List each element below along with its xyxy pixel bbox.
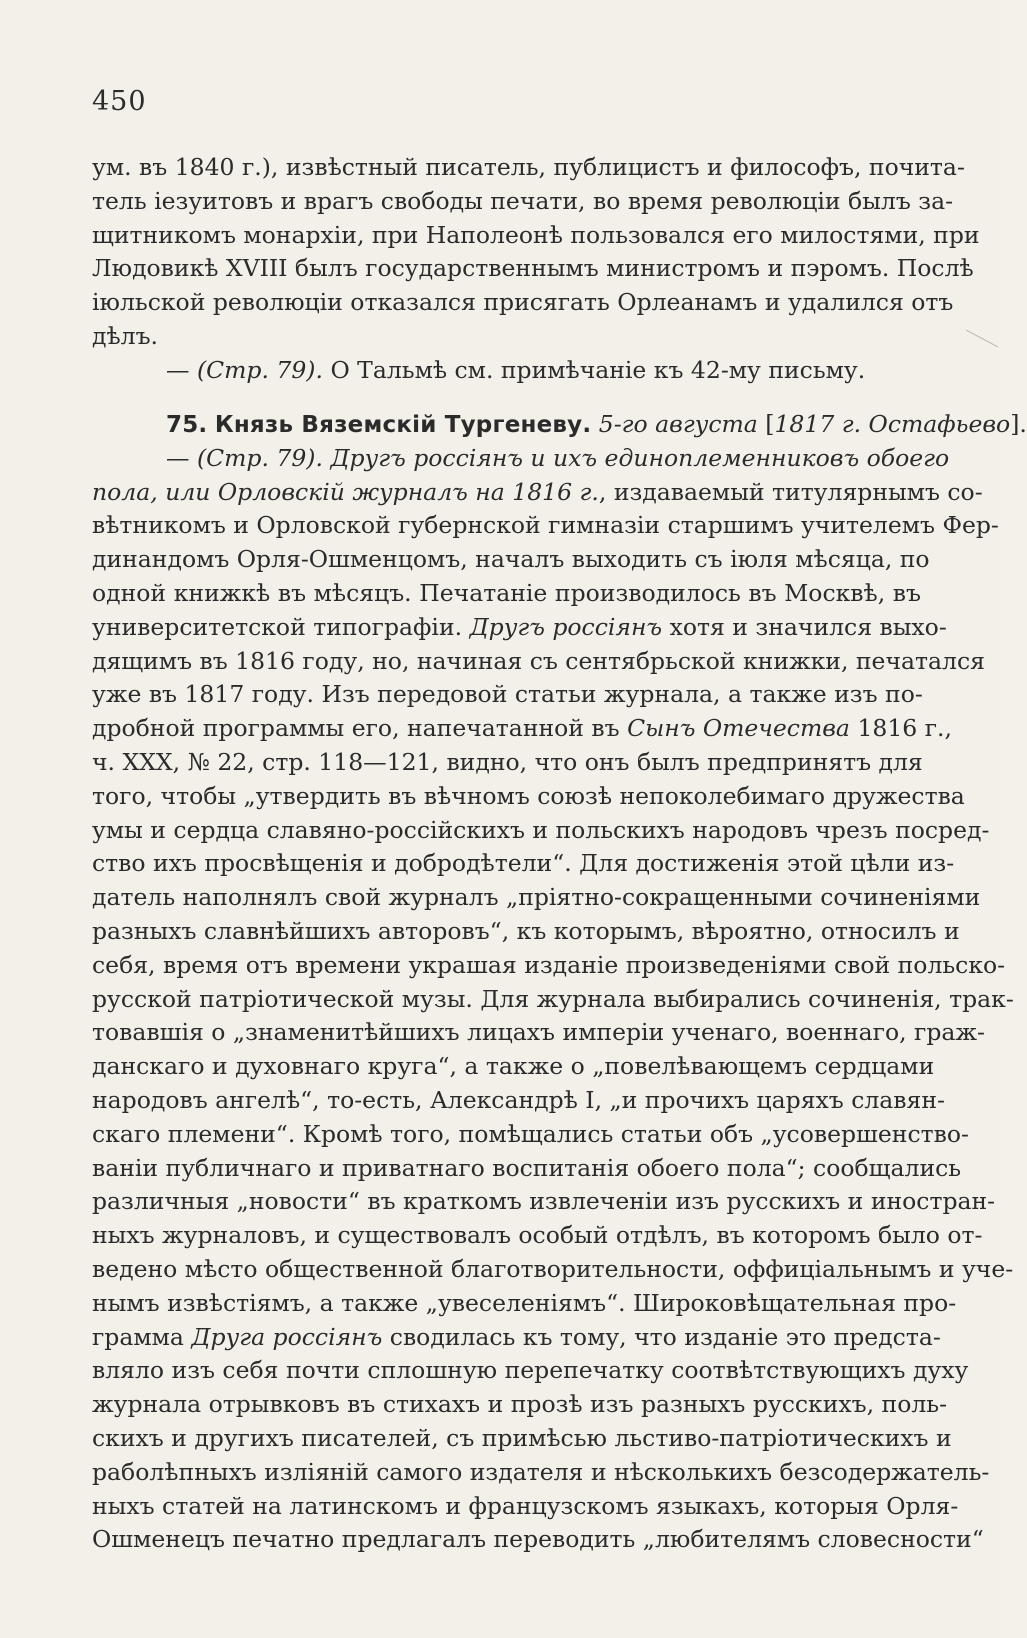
text-line: вляло изъ себя почти сплошную перепечатку соотвѣтствующихъ духу (92, 1356, 969, 1385)
text-line: данскаго и духовнаго круга“, а также о „повелѣвающемъ сердцами (92, 1052, 935, 1081)
journal-title: Друга россіянъ (191, 1322, 383, 1351)
reference-text: О Тальмѣ см. примѣчаніе къ 42-му письму. (330, 355, 866, 384)
text-line (92, 611, 947, 645)
text-line: ныхъ журналовъ, и существовалъ особый отдѣлъ, въ которомъ было от- (92, 1221, 983, 1250)
text-line (92, 712, 952, 746)
text-line: дящимъ въ 1816 году, но, начиная съ сентябрьской книжки, печатался (92, 646, 985, 675)
reference-line (92, 354, 921, 388)
dash: — (166, 443, 190, 472)
text-line: русской патріотической музы. Для журнала выбирались сочиненія, трак- (92, 984, 1014, 1013)
text-line: умы и сердца славяно-россійскихъ и польскихъ народовъ чрезъ посред- (92, 815, 990, 844)
text-line (92, 476, 983, 510)
page-number: 450 (92, 86, 147, 117)
paragraph-continuation (92, 151, 980, 388)
text-line: Ошменецъ печатно предлагалъ переводить „любителямъ словесности“ (92, 1525, 984, 1554)
text-line: щитникомъ монархіи, при Наполеонѣ пользовался его милостями, при (92, 220, 980, 249)
text-line (92, 442, 950, 476)
text-line: себя, время отъ времени украшая изданіе произведеніями свой польско- (92, 950, 1006, 979)
text-line: тель іезуитовъ и врагъ свободы печати, во время революціи былъ за- (92, 186, 954, 215)
text-run: дробной программы его, напечатанной въ (92, 714, 620, 743)
entry-75 (92, 408, 1027, 1557)
entry-title: Князь Вяземскій Тургеневу. (214, 412, 592, 438)
text-line: Людовикѣ XVIII былъ государственнымъ министромъ и пэромъ. Послѣ (92, 254, 974, 283)
text-line: датель наполнялъ свой журналъ „пріятно-сокращенными сочиненіями (92, 883, 981, 912)
text-line: товавшія о „знаменитѣйшихъ лицахъ имперіи ученаго, военнаго, граж- (92, 1018, 985, 1047)
text-line: скихъ и другихъ писателей, съ примѣсью льстиво-патріотическихъ и (92, 1423, 952, 1452)
page-reference: (Стр. 79). (196, 443, 323, 472)
text-run: 1816 г., (857, 714, 952, 743)
page-reference: (Стр. 79). (196, 355, 323, 384)
text-line: народовъ ангелѣ“, то-есть, Александрѣ I, „и прочихъ царяхъ славян- (92, 1085, 945, 1114)
entry-place: 1817 г. Остафьево (774, 410, 1011, 438)
entry-heading-line (92, 408, 1027, 442)
text-line: іюльской революціи отказался присягать Орлеанамъ и удалился отъ (92, 288, 954, 317)
journal-title: Другъ россіянъ (469, 612, 663, 641)
text-run: , издаваемый титулярнымъ со- (598, 477, 983, 506)
text-line: ум. въ 1840 г.), извѣстный писатель, публицистъ и философъ, почита- (92, 153, 965, 181)
entry-number: 75. (166, 412, 208, 438)
text-run: хотя и значился выхо- (669, 612, 947, 641)
text-line: скаго племени“. Кромѣ того, помѣщались статьи объ „усовершенство- (92, 1119, 969, 1148)
bracket-close: ]. (1010, 410, 1027, 438)
text-run: грамма (92, 1322, 184, 1351)
text-line: ч. XXX, № 22, стр. 118—121, видно, что онъ былъ предпринятъ для (92, 747, 923, 776)
text-line (92, 1321, 941, 1355)
journal-title: Другъ россіянъ и ихъ единоплеменниковъ обоего (330, 443, 950, 472)
journal-title: пола, или Орловскій журналъ на 1816 г. (92, 477, 599, 506)
text-line: ство ихъ просвѣщенія и добродѣтели“. Для достиженія этой цѣли из- (92, 849, 955, 878)
text-line: вѣтникомъ и Орловской губернской гимназіи старшимъ учителемъ Фер- (92, 511, 999, 540)
text-line: того, чтобы „утвердить въ вѣчномъ союзѣ непоколебимаго дружества (92, 781, 965, 810)
margin-mark (966, 330, 998, 348)
text-line: ваніи публичнаго и приватнаго воспитанія обоего пола“; сообщались (92, 1153, 962, 1182)
text-line: разныхъ славнѣйшихъ авторовъ“, къ которымъ, вѣроятно, относилъ и (92, 916, 960, 945)
text-line: раболѣпныхъ изліяній самого издателя и нѣсколькихъ безсодержатель- (92, 1457, 990, 1486)
text-line: одной книжкѣ въ мѣсяцъ. Печатаніе производилось въ Москвѣ, въ (92, 578, 921, 607)
bracket-open: [ (765, 410, 775, 438)
text-line: журнала отрывковъ въ стихахъ и прозѣ изъ разныхъ русскихъ, поль- (92, 1390, 948, 1419)
dash: — (166, 355, 190, 384)
text-line: уже въ 1817 году. Изъ передовой статьи журнала, а также изъ по- (92, 680, 923, 709)
text-run: университетской типографіи. (92, 612, 463, 641)
entry-date: 5-го августа (598, 410, 758, 438)
text-line: динандомъ Орля-Ошменцомъ, началъ выходить съ іюля мѣсяца, по (92, 545, 930, 574)
text-line: различныя „новости“ въ краткомъ извлеченіи изъ русскихъ и иностран- (92, 1187, 996, 1216)
text-line: ведено мѣсто общественной благотворительности, оффиціальнымъ и уче- (92, 1254, 1014, 1283)
journal-title: Сынъ Отечества (627, 714, 850, 743)
text-run: сводилась къ тому, что изданіе это предста- (389, 1322, 941, 1351)
text-line: ныхъ статей на латинскомъ и французскомъ языкахъ, которыя Орля- (92, 1491, 959, 1520)
text-line: нымъ извѣстіямъ, а также „увеселеніямъ“. Широковѣщательная про- (92, 1288, 957, 1317)
text-line: дѣлъ. (92, 321, 158, 350)
